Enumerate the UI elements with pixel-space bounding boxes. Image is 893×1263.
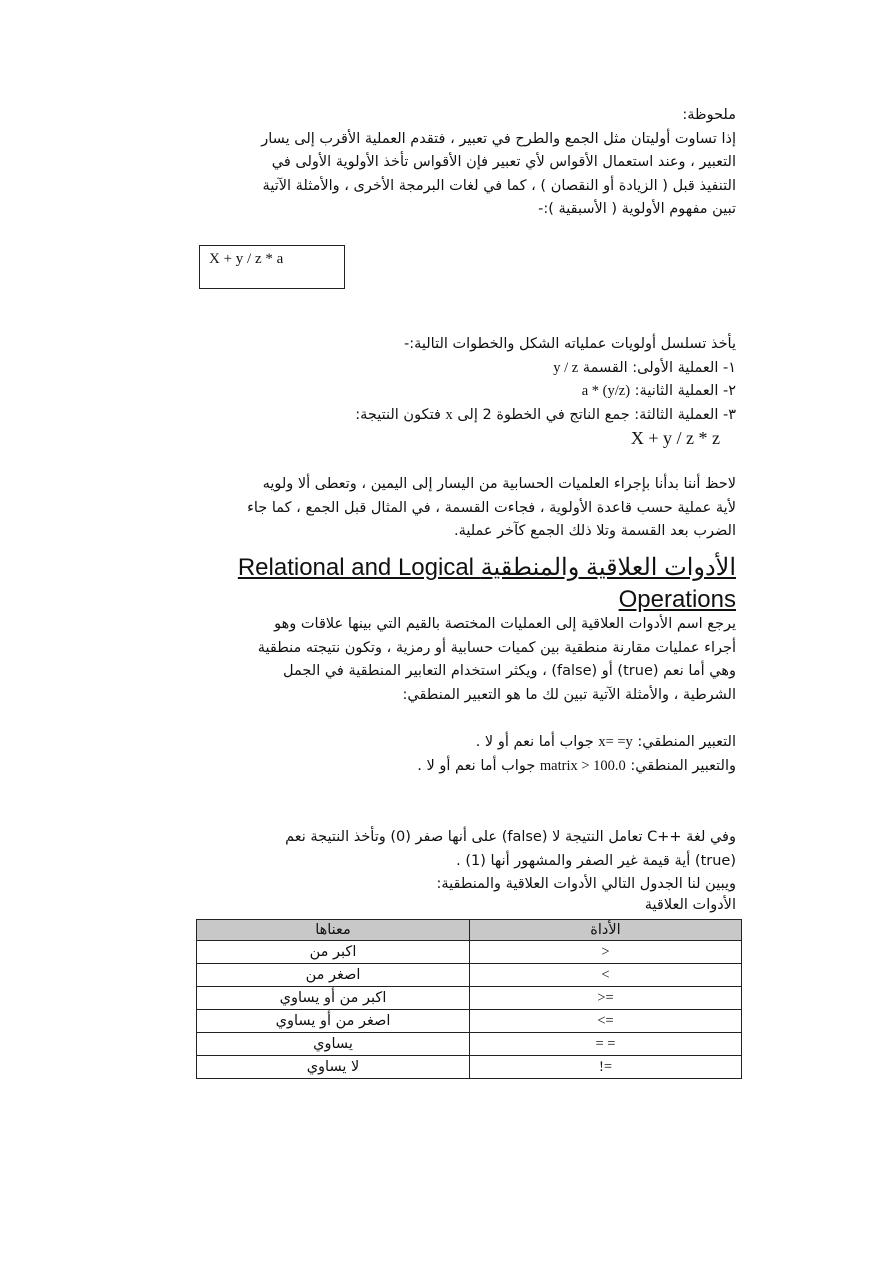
cpp-note-line: وفي لغة ++C تعامل النتيجة لا (false) على أنها صفر (0) وتأخذ النتيجة نعم	[285, 829, 736, 845]
relational-operators-table	[196, 919, 742, 1079]
table-row	[197, 1010, 742, 1033]
note-line: إذا تساوت أوليتان مثل الجمع والطرح في تعبير ، فتقدم العملية الأقرب إلى يسار	[261, 130, 736, 147]
meaning-cell: اصغر من	[197, 964, 470, 987]
formula-text: X + y / z * a	[209, 251, 284, 267]
meaning-cell: اكبر من أو يساوي	[197, 987, 470, 1010]
table-row	[197, 1056, 742, 1079]
note-line: تبين مفهوم الأولوية ( الأسبقية ):-	[538, 201, 736, 217]
step-2: ٢- العملية الثانية: a * (y/z)	[581, 383, 736, 399]
formula-box	[199, 245, 345, 289]
observation-line: لأية عملية حسب قاعدة الأولوية ، فجاءت القسمة ، في المثال قبل الجمع ، كما جاء	[247, 499, 736, 516]
note-line: التعبير ، وعند استعمال الأقواس لأي تعبير فإن الأقواس تأخذ الأولوية الأولى في	[271, 154, 736, 170]
table-row	[197, 964, 742, 987]
table-row	[197, 1033, 742, 1056]
final-expression: X + y / z * z	[630, 428, 720, 448]
operator-cell: >	[470, 941, 742, 964]
operator-cell: <	[470, 964, 742, 987]
section-heading	[206, 552, 736, 584]
operator-cell: <=	[470, 1010, 742, 1033]
meaning-cell: اكبر من	[197, 941, 470, 964]
observation-line: الضرب بعد القسمة وتلا ذلك الجمع كآخر عملية.	[453, 523, 736, 539]
relational-line: الشرطية ، والأمثلة الآتية تبين لك ما هو التعبير المنطقي:	[402, 686, 736, 703]
operator-cell: >=	[470, 987, 742, 1010]
precedence-steps	[300, 333, 736, 427]
relational-line: وهي أما نعم (true) أو (false) ، ويكثر استخدام التعابير المنطقية في الجمل	[283, 663, 736, 679]
heading-english-1: Relational and Logical	[237, 554, 474, 581]
example-1-code: x= =y	[598, 734, 633, 750]
step-2-expr: a * (y/z)	[581, 383, 631, 399]
note-paragraph	[188, 104, 736, 222]
relational-line: يرجع اسم الأدوات العلاقية إلى العمليات المختصة بالقيم التي بينها علاقات وهو	[274, 616, 736, 632]
table-row	[197, 987, 742, 1010]
steps-intro: يأخذ تسلسل أولويات عملياته الشكل والخطوات التالية:-	[403, 336, 736, 352]
step-3: ٣- العملية الثالثة: جمع الناتج في الخطوة 2 إلى x فتكون النتيجة:	[355, 406, 736, 423]
cpp-note-paragraph	[188, 826, 736, 897]
operator-cell: !=	[470, 1056, 742, 1079]
relational-line: أجراء عمليات مقارنة منطقية بين كميات حسابية أو رمزية ، وتكون نتيجته منطقية	[257, 639, 736, 656]
step-3-var: x	[445, 406, 453, 423]
observation-line: لاحظ أننا بدأنا بإجراء العلميات الحسابية من اليسار إلى اليمين ، وتعطى ألا ولويه	[262, 476, 736, 492]
table-caption: الأدوات العلاقية	[644, 897, 736, 913]
example-2-code: matrix > 100.0	[539, 757, 626, 774]
logical-examples	[188, 731, 736, 778]
example-2: والتعبير المنطقي: matrix > 100.0 جواب أما نعم أو لا .	[417, 757, 736, 774]
relational-paragraph	[188, 613, 736, 707]
step-1: ١- العملية الأولى: القسمة y / z	[553, 359, 736, 376]
meaning-cell: يساوي	[197, 1033, 470, 1056]
header-operator: الأداة	[470, 920, 742, 941]
meaning-cell: اصغر من أو يساوي	[197, 1010, 470, 1033]
cpp-note-line: ويبين لنا الجدول التالي الأدوات العلاقية والمنطقية:	[436, 876, 736, 892]
operator-cell: = =	[470, 1033, 742, 1056]
example-1: التعبير المنطقي: x= =y جواب أما نعم أو لا .	[475, 734, 736, 750]
note-title: ملحوظة:	[682, 107, 736, 123]
table-row	[197, 941, 742, 964]
heading-arabic: الأدوات العلاقية والمنطقية	[480, 554, 736, 581]
table-header-row	[197, 920, 742, 941]
cpp-note-line: (true) أية قيمة غير الصفر والمشهور أنها (1) .	[456, 852, 736, 869]
meaning-cell: لا يساوي	[197, 1056, 470, 1079]
header-meaning: معناها	[197, 920, 470, 941]
note-line: التنفيذ قبل ( الزيادة أو النقصان ) ، كما في لغات البرمجة الأخرى ، والأمثلة الآتية	[262, 177, 736, 194]
heading-english-2: Operations	[618, 586, 736, 613]
observation-paragraph	[188, 473, 736, 544]
step-1-expr: y / z	[553, 359, 579, 376]
